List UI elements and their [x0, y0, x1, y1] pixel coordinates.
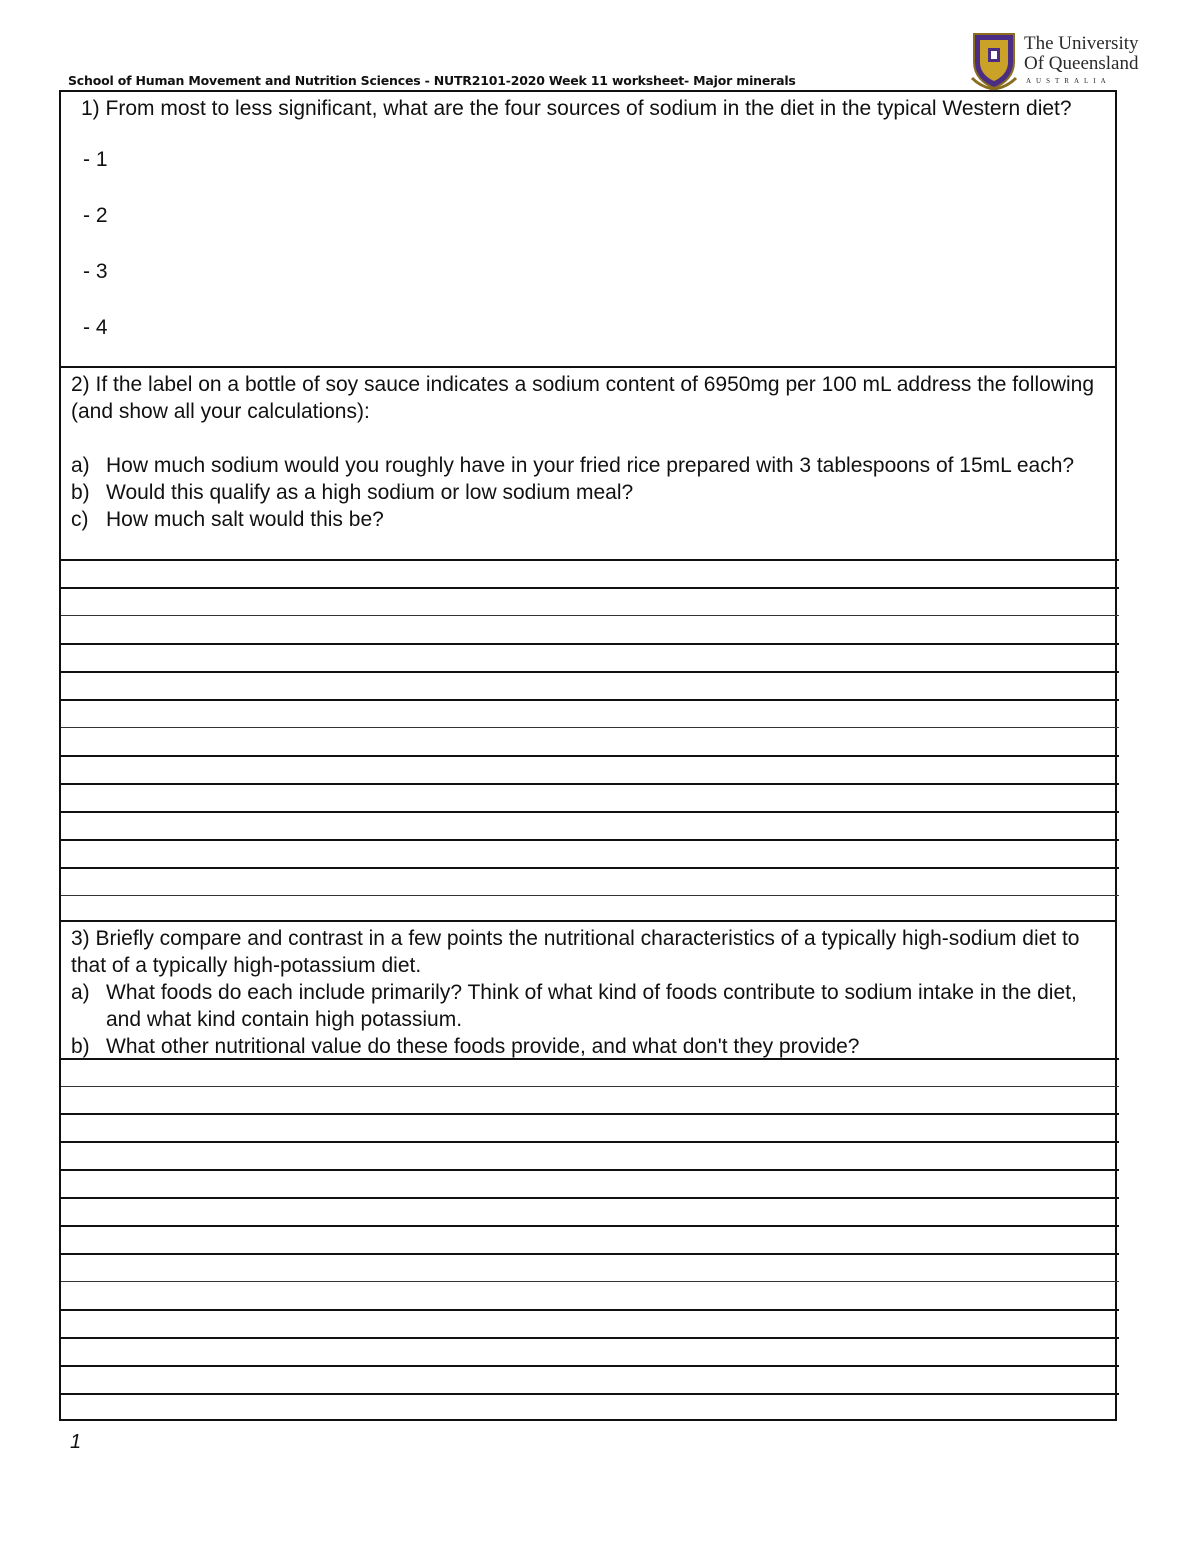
answer-line[interactable]	[61, 839, 1119, 841]
question-2-part-b	[71, 479, 1101, 506]
logo-line3: AUSTRALIA	[1026, 77, 1111, 85]
answer-line[interactable]	[61, 1337, 1119, 1339]
question-3-text: 3) Briefly compare and contrast in a few points the nutritional characteristics of a typically high-sodium diet to that of a typically high-potassium diet.	[71, 927, 1080, 977]
part-label: a)	[71, 454, 90, 477]
answer-line[interactable]	[61, 671, 1119, 673]
logo-line1: The University	[1024, 33, 1139, 54]
page-number: 1	[70, 1431, 82, 1453]
question-2-text: 2) If the label on a bottle of soy sauce indicates a sodium content of 6950mg per 100 mL address the following (and show all your calculations):	[71, 373, 1095, 423]
question-2-part-a	[71, 452, 1101, 479]
answer-line[interactable]	[61, 755, 1119, 757]
part-label: b)	[71, 1035, 90, 1058]
logo-line2: Of Queensland	[1024, 53, 1139, 74]
answer-line[interactable]	[61, 1113, 1119, 1115]
answer-line[interactable]	[61, 1197, 1119, 1199]
answer-line[interactable]	[61, 1281, 1119, 1282]
part-text: How much sodium would you roughly have in your fried rice prepared with 3 tablespoons of 15mL each?	[106, 454, 1075, 477]
university-logo	[970, 32, 1165, 92]
answer-line[interactable]	[61, 615, 1119, 616]
answer-line[interactable]	[61, 559, 1119, 561]
answer-line[interactable]	[61, 895, 1119, 896]
part-text: What other nutritional value do these foods provide, and what don't they provide?	[106, 1035, 860, 1058]
question-2-part-c	[71, 506, 1101, 533]
answer-line[interactable]	[61, 811, 1119, 813]
answer-line[interactable]	[61, 783, 1119, 785]
part-label: b)	[71, 481, 90, 504]
question-3-part-b	[71, 1033, 1111, 1060]
part-label: c)	[71, 508, 89, 531]
answer-line[interactable]	[61, 1086, 1119, 1087]
answer-line[interactable]	[61, 727, 1119, 728]
question-2-block	[71, 371, 1101, 533]
question-1-text: 1) From most to less significant, what are the four sources of sodium in the diet in the typical Western diet?	[81, 97, 1072, 120]
part-label: a)	[71, 981, 90, 1004]
answer-line[interactable]	[61, 643, 1119, 645]
question-3-part-a	[71, 979, 1111, 1033]
answer-line[interactable]	[61, 699, 1119, 701]
question-2-box	[59, 366, 1117, 922]
answer-slot-2: - 2	[83, 204, 108, 227]
answer-line[interactable]	[61, 587, 1119, 589]
answer-line[interactable]	[61, 1365, 1119, 1367]
crest-icon	[970, 32, 1018, 90]
answer-slot-1: - 1	[83, 148, 108, 171]
answer-slot-4: - 4	[83, 316, 108, 339]
answer-line[interactable]	[61, 1141, 1119, 1143]
question-3-box	[59, 920, 1117, 1421]
answer-slot-3: - 3	[83, 260, 108, 283]
answer-line[interactable]	[61, 867, 1119, 869]
answer-line[interactable]	[61, 1253, 1119, 1255]
answer-line[interactable]	[61, 1169, 1119, 1171]
part-text: What foods do each include primarily? Think of what kind of foods contribute to sodium intake in the diet, and what kind contain high potassium.	[106, 981, 1077, 1031]
part-text: Would this qualify as a high sodium or low sodium meal?	[106, 481, 634, 504]
question-1-box	[59, 90, 1117, 368]
answer-line[interactable]	[61, 1309, 1119, 1311]
question-3-block	[71, 925, 1111, 1060]
answer-line[interactable]	[61, 1393, 1119, 1395]
part-text: How much salt would this be?	[106, 508, 384, 531]
document-header: School of Human Movement and Nutrition Sciences - NUTR2101-2020 Week 11 worksheet- Major minerals	[68, 73, 796, 88]
answer-line[interactable]	[61, 1058, 1119, 1060]
answer-line[interactable]	[61, 1225, 1119, 1227]
